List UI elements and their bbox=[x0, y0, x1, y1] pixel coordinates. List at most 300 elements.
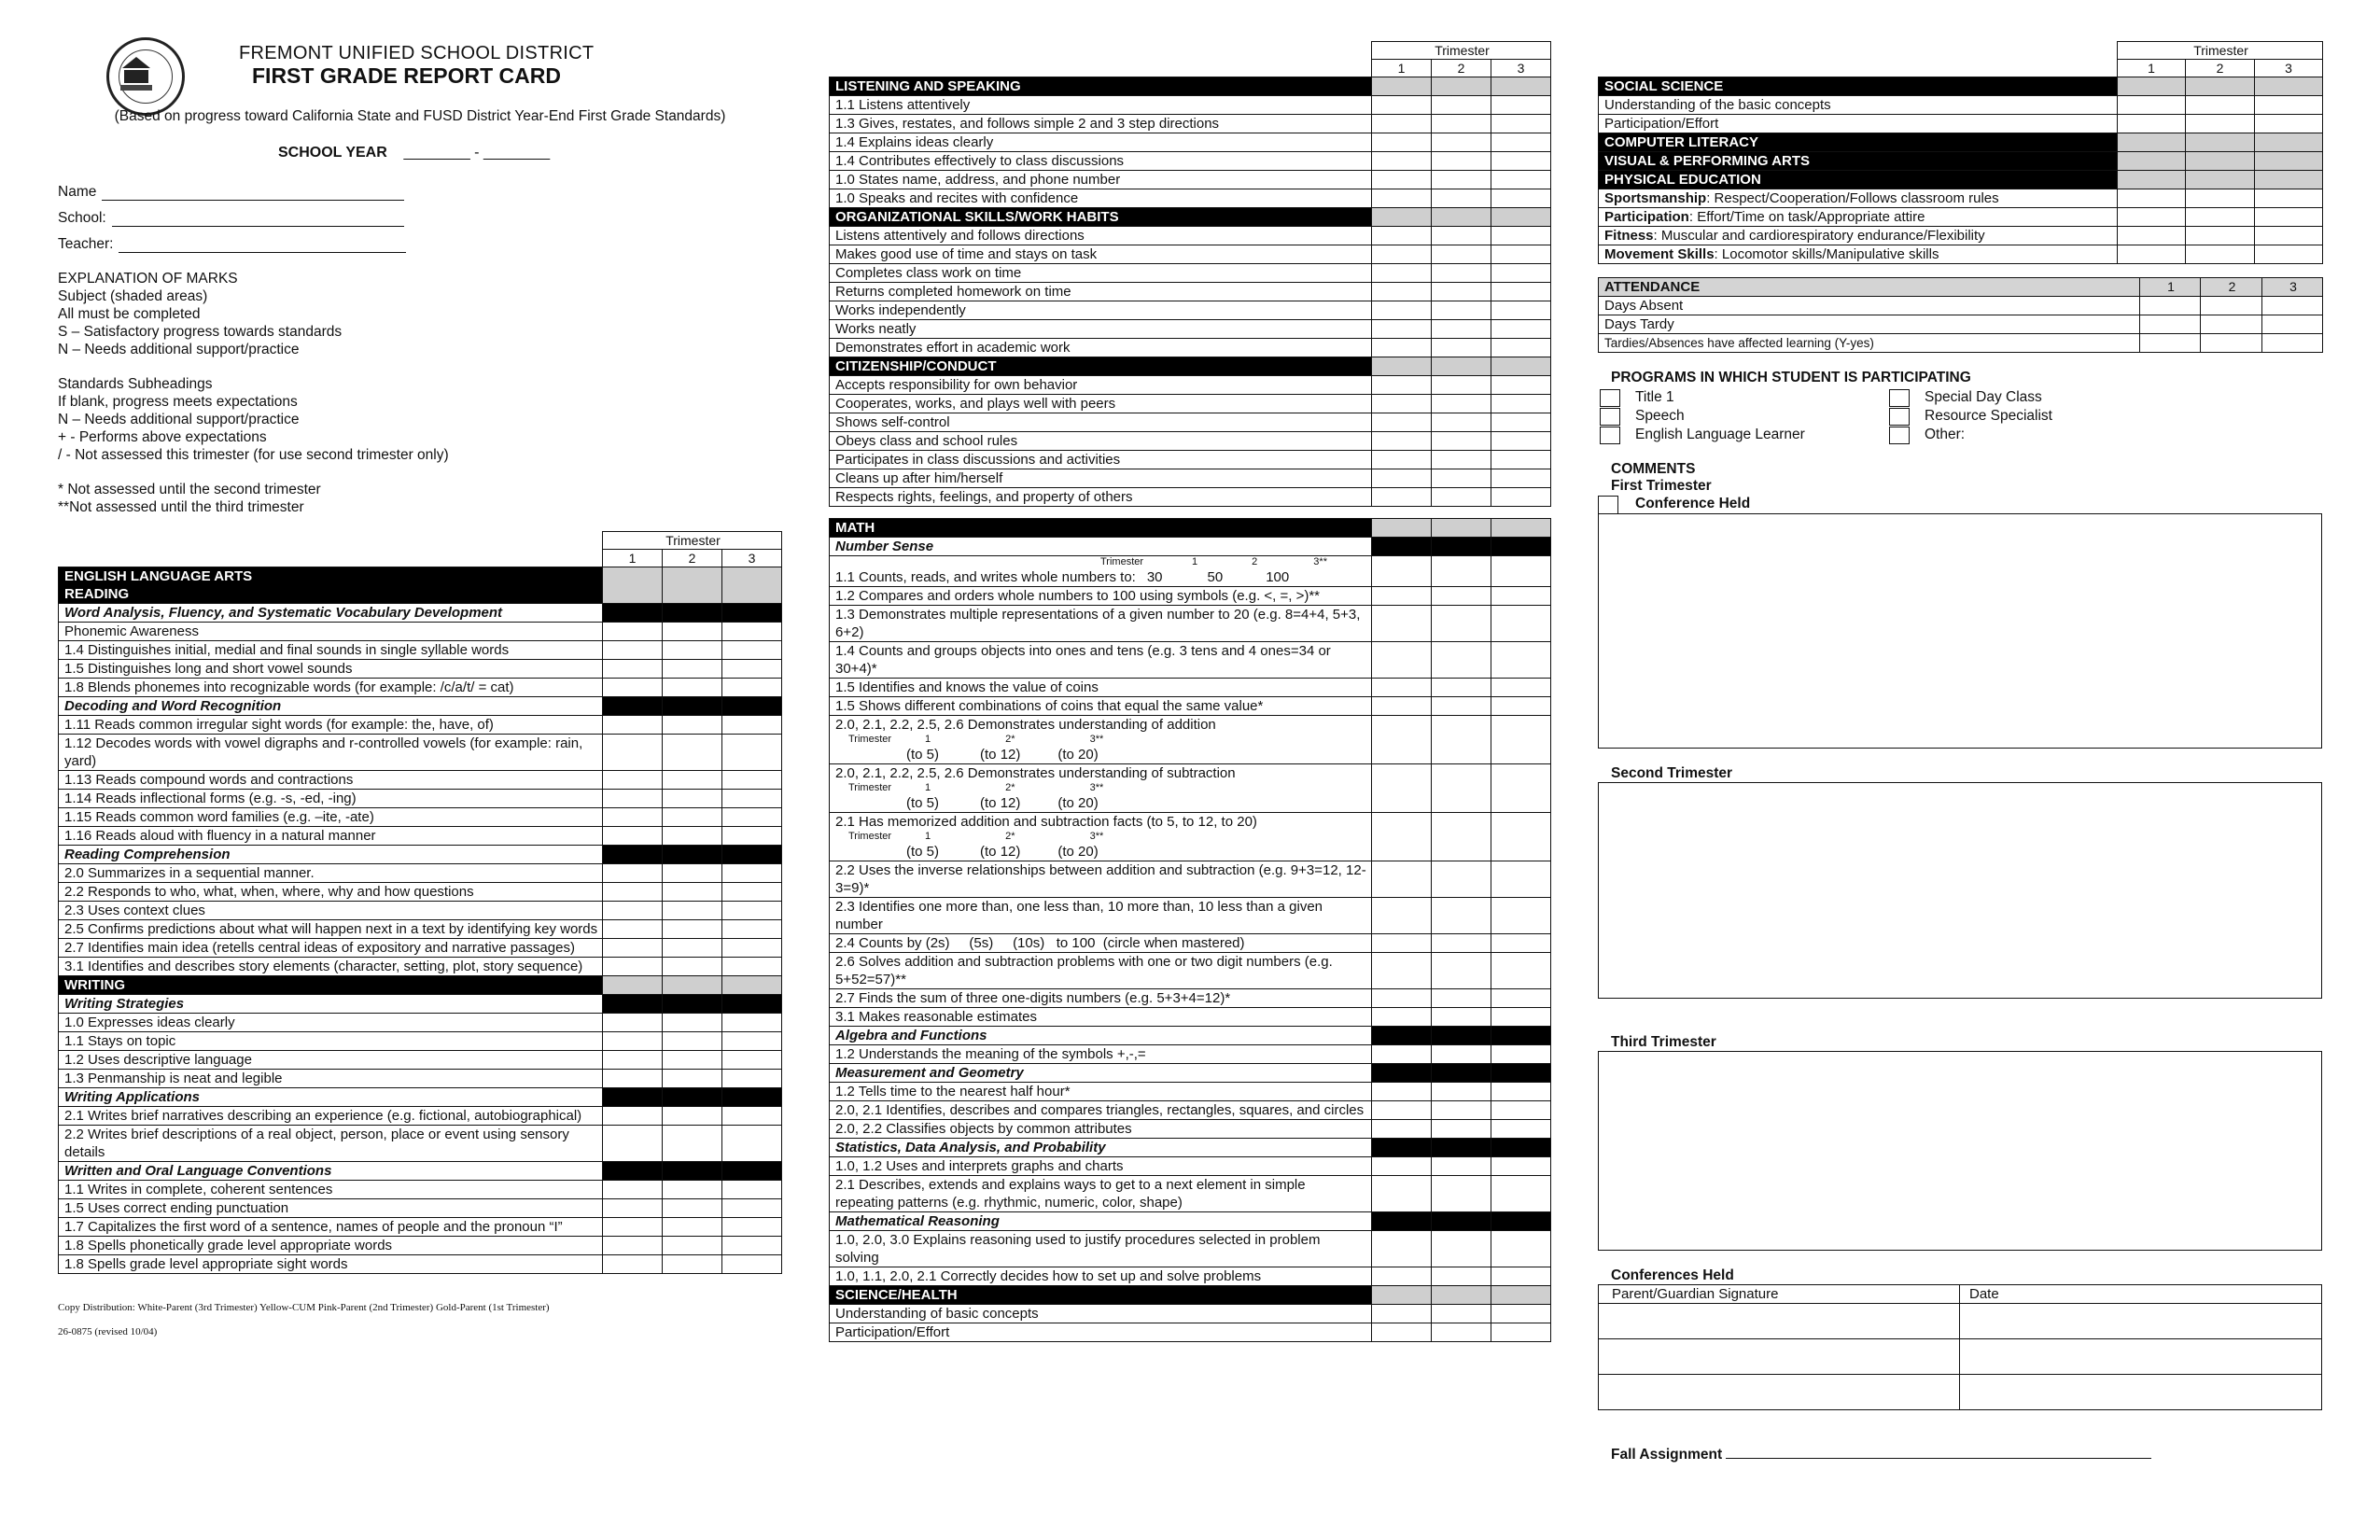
program-other[interactable]: Other: bbox=[1889, 426, 2169, 444]
grade-cell[interactable] bbox=[722, 1032, 782, 1051]
grade-cell[interactable] bbox=[722, 1051, 782, 1070]
grade-cell[interactable] bbox=[722, 771, 782, 790]
grade-row: 2.4 Counts by (2s) (5s) (10s) to 100 (circle when mastered) bbox=[830, 934, 1551, 953]
grade-cell[interactable] bbox=[1491, 115, 1551, 133]
grade-cell[interactable] bbox=[1432, 1120, 1491, 1139]
grade-cell[interactable] bbox=[1372, 283, 1432, 301]
grade-cell[interactable] bbox=[663, 902, 722, 920]
grade-cell[interactable] bbox=[1432, 432, 1491, 451]
conferences-held-label: Conferences Held bbox=[1611, 1267, 1734, 1283]
grade-cell[interactable] bbox=[603, 939, 663, 958]
grade-cell[interactable] bbox=[1432, 152, 1491, 171]
form-number: 26-0875 (revised 10/04) bbox=[58, 1326, 158, 1337]
checkbox-icon[interactable] bbox=[1598, 496, 1618, 513]
grade-cell[interactable] bbox=[722, 641, 782, 660]
grade-cell[interactable] bbox=[1432, 469, 1491, 488]
grade-row: 1.11 Reads common irregular sight words (for example: the, have, of) bbox=[59, 716, 782, 735]
grade-cell[interactable] bbox=[1491, 320, 1551, 339]
grade-cell[interactable] bbox=[1372, 813, 1432, 861]
grade-cell[interactable] bbox=[1432, 451, 1491, 469]
grade-cell[interactable] bbox=[1491, 1101, 1551, 1120]
grade-cell[interactable] bbox=[1491, 606, 1551, 642]
grade-cell[interactable] bbox=[2186, 96, 2255, 115]
grade-row: 2.0, 2.1, 2.2, 2.5, 2.6 Demonstrates understanding of subtraction Trimester 1 2* 3** (to 5) (to 12) (to 20) bbox=[830, 764, 1551, 813]
grade-cell[interactable] bbox=[1372, 861, 1432, 898]
grade-cell[interactable] bbox=[603, 641, 663, 660]
grade-cell[interactable] bbox=[722, 902, 782, 920]
ela-section: ENGLISH LANGUAGE ARTS READING bbox=[59, 567, 782, 604]
fall-assignment[interactable]: Fall Assignment bbox=[1598, 1446, 2322, 1463]
grade-row: 1.4 Contributes effectively to class discussions bbox=[830, 152, 1551, 171]
grade-cell[interactable] bbox=[1432, 1008, 1491, 1027]
grade-cell[interactable] bbox=[1372, 989, 1432, 1008]
grade-cell[interactable] bbox=[1372, 264, 1432, 283]
grade-cell[interactable] bbox=[603, 958, 663, 976]
grade-cell[interactable] bbox=[1491, 764, 1551, 813]
grade-row: 1.2 Understands the meaning of the symbols +,-,= bbox=[830, 1045, 1551, 1064]
grade-cell[interactable] bbox=[603, 920, 663, 939]
checkbox-icon[interactable] bbox=[1600, 427, 1620, 444]
grade-cell[interactable] bbox=[1372, 227, 1432, 245]
school-year-blank[interactable]: ________ - ________ bbox=[403, 145, 551, 161]
grade-cell[interactable] bbox=[1432, 989, 1491, 1008]
grade-cell[interactable] bbox=[1491, 1157, 1551, 1176]
grade-row: Movement Skills: Locomotor skills/Manipulative skills bbox=[1599, 245, 2323, 264]
grade-cell[interactable] bbox=[1432, 264, 1491, 283]
grade-cell[interactable] bbox=[722, 660, 782, 679]
grade-cell[interactable] bbox=[1491, 245, 1551, 264]
grade-row: Trimester 1 2 3** 1.1 Counts, reads, and writes whole numbers to: 30 50 100 bbox=[830, 556, 1551, 587]
grade-cell[interactable] bbox=[1491, 898, 1551, 934]
grade-cell[interactable] bbox=[603, 1107, 663, 1126]
grade-cell[interactable] bbox=[1372, 133, 1432, 152]
grade-row: Demonstrates effort in academic work bbox=[830, 339, 1551, 357]
grade-cell[interactable] bbox=[1491, 679, 1551, 697]
grade-row: 1.7 Capitalizes the first word of a sentence, names of people and the pronoun “I” bbox=[59, 1218, 782, 1237]
grade-row: Phonemic Awareness bbox=[59, 623, 782, 641]
grade-cell[interactable] bbox=[663, 660, 722, 679]
grade-cell[interactable] bbox=[1432, 488, 1491, 507]
grade-cell[interactable] bbox=[1372, 1267, 1432, 1286]
checkbox-icon[interactable] bbox=[1889, 427, 1910, 444]
program-speech[interactable]: Speech bbox=[1600, 407, 1889, 426]
grade-cell[interactable] bbox=[1491, 301, 1551, 320]
program-title1[interactable]: Title 1 bbox=[1600, 388, 1889, 407]
grade-cell[interactable] bbox=[722, 1181, 782, 1199]
grade-cell[interactable] bbox=[1372, 716, 1432, 764]
grade-cell[interactable] bbox=[603, 716, 663, 735]
grade-cell[interactable] bbox=[1491, 1323, 1551, 1342]
grade-cell[interactable] bbox=[1491, 432, 1551, 451]
grade-cell[interactable] bbox=[1491, 413, 1551, 432]
grade-cell[interactable] bbox=[1432, 813, 1491, 861]
grade-row: 2.7 Identifies main idea (retells central ideas of expository and narrative passages) bbox=[59, 939, 782, 958]
grade-cell[interactable] bbox=[1372, 1305, 1432, 1323]
grade-cell[interactable] bbox=[1372, 697, 1432, 716]
grade-cell[interactable] bbox=[1432, 1157, 1491, 1176]
grade-cell[interactable] bbox=[663, 864, 722, 883]
grade-cell[interactable] bbox=[603, 1032, 663, 1051]
grade-cell[interactable] bbox=[1372, 1231, 1432, 1267]
grade-cell[interactable] bbox=[2255, 227, 2323, 245]
grade-cell[interactable] bbox=[722, 958, 782, 976]
grade-cell[interactable] bbox=[1372, 642, 1432, 679]
grade-cell[interactable] bbox=[1372, 152, 1432, 171]
grade-cell[interactable] bbox=[1491, 133, 1551, 152]
grade-cell[interactable] bbox=[722, 1126, 782, 1162]
grade-cell[interactable] bbox=[1372, 432, 1432, 451]
grade-cell[interactable] bbox=[603, 735, 663, 771]
grade-cell[interactable] bbox=[1372, 395, 1432, 413]
grade-cell[interactable] bbox=[663, 1199, 722, 1218]
grade-cell[interactable] bbox=[1432, 320, 1491, 339]
grade-cell[interactable] bbox=[663, 790, 722, 808]
grade-cell[interactable] bbox=[2255, 96, 2323, 115]
grade-cell[interactable] bbox=[663, 1070, 722, 1088]
first-trimester-comments[interactable] bbox=[1598, 513, 2322, 749]
grade-cell[interactable] bbox=[663, 1107, 722, 1126]
grade-cell[interactable] bbox=[1491, 1008, 1551, 1027]
grade-cell[interactable] bbox=[722, 679, 782, 697]
grade-cell[interactable] bbox=[1372, 1045, 1432, 1064]
grade-cell[interactable] bbox=[1491, 469, 1551, 488]
grade-cell[interactable] bbox=[1372, 469, 1432, 488]
grade-cell[interactable] bbox=[1432, 764, 1491, 813]
grade-cell[interactable] bbox=[1372, 898, 1432, 934]
grade-cell[interactable] bbox=[1491, 934, 1551, 953]
grade-cell[interactable] bbox=[2255, 208, 2323, 227]
grade-cell[interactable] bbox=[722, 735, 782, 771]
grade-cell[interactable] bbox=[603, 1126, 663, 1162]
grade-cell[interactable] bbox=[603, 660, 663, 679]
grade-cell[interactable] bbox=[1372, 1008, 1432, 1027]
grade-cell[interactable] bbox=[1432, 642, 1491, 679]
teacher-field[interactable]: Teacher: bbox=[58, 227, 782, 253]
comments-title: COMMENTS bbox=[1611, 461, 1696, 477]
grade-row: Understanding of basic concepts bbox=[830, 1305, 1551, 1323]
grade-cell[interactable] bbox=[1372, 953, 1432, 989]
grade-cell[interactable] bbox=[722, 864, 782, 883]
grade-cell[interactable] bbox=[722, 883, 782, 902]
grade-cell[interactable] bbox=[2255, 245, 2323, 264]
grade-cell[interactable] bbox=[1372, 376, 1432, 395]
grade-cell[interactable] bbox=[722, 1255, 782, 1274]
grade-cell[interactable] bbox=[2186, 189, 2255, 208]
grade-cell[interactable] bbox=[2186, 115, 2255, 133]
grade-cell[interactable] bbox=[1432, 1305, 1491, 1323]
grade-row: 1.3 Demonstrates multiple representations of a given number to 20 (e.g. 8=4+4, 5+3, 6+2) bbox=[830, 606, 1551, 642]
grade-cell[interactable] bbox=[1432, 679, 1491, 697]
grade-cell[interactable] bbox=[722, 716, 782, 735]
grade-cell[interactable] bbox=[1372, 488, 1432, 507]
grade-cell[interactable] bbox=[663, 808, 722, 827]
grade-cell[interactable] bbox=[1372, 1323, 1432, 1342]
grade-cell[interactable] bbox=[722, 1107, 782, 1126]
grade-cell[interactable] bbox=[2118, 115, 2186, 133]
grade-cell[interactable] bbox=[722, 1014, 782, 1032]
program-resource[interactable]: Resource Specialist bbox=[1889, 407, 2169, 426]
grade-row: 1.3 Gives, restates, and follows simple 2 and 3 step directions bbox=[830, 115, 1551, 133]
grade-cell[interactable] bbox=[1432, 587, 1491, 606]
grade-cell[interactable] bbox=[663, 716, 722, 735]
grade-cell[interactable] bbox=[1491, 1176, 1551, 1212]
grade-cell[interactable] bbox=[663, 1032, 722, 1051]
grade-cell[interactable] bbox=[1372, 189, 1432, 208]
grade-cell[interactable] bbox=[2118, 245, 2186, 264]
grade-cell[interactable] bbox=[1432, 898, 1491, 934]
grade-cell[interactable] bbox=[1491, 152, 1551, 171]
grade-cell[interactable] bbox=[1491, 488, 1551, 507]
checkbox-icon[interactable] bbox=[1600, 408, 1620, 426]
grade-cell[interactable] bbox=[603, 1255, 663, 1274]
number-sense-subhead: Number Sense bbox=[830, 538, 1551, 556]
grade-cell[interactable] bbox=[1432, 1101, 1491, 1120]
grade-row: Shows self-control bbox=[830, 413, 1551, 432]
grade-cell[interactable] bbox=[1432, 716, 1491, 764]
grade-cell[interactable] bbox=[1372, 1120, 1432, 1139]
grade-cell[interactable] bbox=[1491, 861, 1551, 898]
grade-cell[interactable] bbox=[663, 883, 722, 902]
grade-row: 3.1 Identifies and describes story elements (character, setting, plot, story sequence) bbox=[59, 958, 782, 976]
grade-cell[interactable] bbox=[663, 679, 722, 697]
grade-cell[interactable] bbox=[2186, 227, 2255, 245]
writing-applications-subhead: Writing Applications bbox=[59, 1088, 782, 1107]
grade-cell[interactable] bbox=[603, 808, 663, 827]
grade-cell[interactable] bbox=[1491, 1120, 1551, 1139]
program-ell[interactable]: English Language Learner bbox=[1600, 426, 1889, 444]
grade-cell[interactable] bbox=[1372, 96, 1432, 115]
school-field[interactable]: School: bbox=[58, 201, 782, 227]
grade-cell[interactable] bbox=[722, 920, 782, 939]
grade-cell[interactable] bbox=[603, 827, 663, 846]
grade-cell[interactable] bbox=[663, 920, 722, 939]
grade-cell[interactable] bbox=[722, 790, 782, 808]
grade-cell[interactable] bbox=[1372, 301, 1432, 320]
grade-cell[interactable] bbox=[1432, 171, 1491, 189]
grade-cell[interactable] bbox=[663, 771, 722, 790]
grade-cell[interactable] bbox=[722, 939, 782, 958]
grade-cell[interactable] bbox=[603, 771, 663, 790]
grade-cell[interactable] bbox=[1491, 1231, 1551, 1267]
grade-cell[interactable] bbox=[1432, 1045, 1491, 1064]
grade-cell[interactable] bbox=[1432, 413, 1491, 432]
grade-cell[interactable] bbox=[1372, 115, 1432, 133]
grade-cell[interactable] bbox=[1372, 1083, 1432, 1101]
grade-cell[interactable] bbox=[1491, 395, 1551, 413]
grade-row: 2.1 Describes, extends and explains ways to get to a next element in simple repeating patterns (e.g. rhythmic, numeric, color, shape) bbox=[830, 1176, 1551, 1212]
programs-section: PROGRAMS IN WHICH STUDENT IS PARTICIPATING Title 1 Speech English Language Learner Special Day Class Resource Specialist Other: bbox=[1598, 370, 2322, 444]
grade-row: 1.1 Listens attentively bbox=[830, 96, 1551, 115]
grade-cell[interactable] bbox=[1491, 1305, 1551, 1323]
grade-cell[interactable] bbox=[1432, 1083, 1491, 1101]
grade-cell[interactable] bbox=[663, 735, 722, 771]
grade-cell[interactable] bbox=[1491, 642, 1551, 679]
grade-row: 2.0 Summarizes in a sequential manner. bbox=[59, 864, 782, 883]
grade-cell[interactable] bbox=[603, 1237, 663, 1255]
grade-cell[interactable] bbox=[663, 1218, 722, 1237]
grade-cell[interactable] bbox=[722, 1070, 782, 1088]
conventions-subhead: Written and Oral Language Conventions bbox=[59, 1162, 782, 1181]
grade-cell[interactable] bbox=[1491, 953, 1551, 989]
grade-cell[interactable] bbox=[1372, 934, 1432, 953]
grade-cell[interactable] bbox=[1432, 395, 1491, 413]
based-on-note: (Based on progress toward California State and FUSD District Year-End First Grade Standards) bbox=[114, 108, 726, 124]
grade-cell[interactable] bbox=[1432, 115, 1491, 133]
checkbox-icon[interactable] bbox=[1889, 408, 1910, 426]
grade-cell[interactable] bbox=[663, 1051, 722, 1070]
grade-cell[interactable] bbox=[1372, 679, 1432, 697]
grade-cell[interactable] bbox=[2255, 189, 2323, 208]
grade-cell[interactable] bbox=[663, 1237, 722, 1255]
second-trimester-comments[interactable] bbox=[1598, 782, 2322, 999]
grade-cell[interactable] bbox=[1372, 1101, 1432, 1120]
word-analysis-subhead: Word Analysis, Fluency, and Systematic Vocabulary Development bbox=[59, 604, 782, 623]
grade-cell[interactable] bbox=[1432, 301, 1491, 320]
grade-cell[interactable] bbox=[1491, 1045, 1551, 1064]
name-field[interactable]: Name bbox=[58, 175, 782, 201]
grade-cell[interactable] bbox=[1432, 556, 1491, 587]
grade-cell[interactable] bbox=[1491, 813, 1551, 861]
grade-cell[interactable] bbox=[663, 1181, 722, 1199]
grade-cell[interactable] bbox=[1491, 451, 1551, 469]
grade-cell[interactable] bbox=[1372, 1157, 1432, 1176]
grade-cell[interactable] bbox=[663, 1255, 722, 1274]
grade-cell[interactable] bbox=[722, 827, 782, 846]
grade-cell[interactable] bbox=[603, 1014, 663, 1032]
vpa-section: VISUAL & PERFORMING ARTS bbox=[1599, 152, 2323, 171]
grade-cell[interactable] bbox=[1372, 606, 1432, 642]
grade-row: 1.4 Explains ideas clearly bbox=[830, 133, 1551, 152]
grade-cell[interactable] bbox=[1372, 413, 1432, 432]
grade-cell[interactable] bbox=[1432, 1176, 1491, 1212]
grade-cell[interactable] bbox=[1432, 1323, 1491, 1342]
grade-cell[interactable] bbox=[1432, 227, 1491, 245]
explanation-of-marks: EXPLANATION OF MARKS Subject (shaded areas) All must be completed S – Satisfactory progress towards standards N – Needs additional support/practice Standards Subheadings If blank, progress meets expectations N – Needs additional support/practice + - Performs above expectations / - Not assessed this trimester (for use second trimester only) * Not assessed until the second trimester **Not assessed until the third trimester bbox=[58, 271, 449, 515]
grade-cell[interactable] bbox=[1432, 245, 1491, 264]
grade-row: 2.1 Writes brief narratives describing an experience (e.g. fictional, autobiographical) bbox=[59, 1107, 782, 1126]
grade-cell[interactable] bbox=[1491, 264, 1551, 283]
grade-cell[interactable] bbox=[2255, 115, 2323, 133]
grade-cell[interactable] bbox=[1432, 133, 1491, 152]
grade-cell[interactable] bbox=[603, 883, 663, 902]
social-pe-table: Trimester 1 2 3 SOCIAL SCIENCE Understanding of the basic concepts Participation/Effort COMPUTER LITERACY VISUAL & PERFORMING ARTS PHYSICAL EDUCATION Sportsmanship: Respect/Cooperation/Follows classroom rules Participation: Effort/Time on task/Appropriate attire Fitness: Muscular and cardiorespiratory endurance/Flexibility Movement Skills: Locomotor skills/Manipulative skills bbox=[1598, 41, 2323, 264]
grade-cell[interactable] bbox=[1491, 989, 1551, 1008]
grade-cell[interactable] bbox=[1372, 339, 1432, 357]
grade-cell[interactable] bbox=[1491, 1083, 1551, 1101]
grade-cell[interactable] bbox=[1491, 171, 1551, 189]
grade-cell[interactable] bbox=[1491, 716, 1551, 764]
grade-cell[interactable] bbox=[1432, 339, 1491, 357]
grade-cell[interactable] bbox=[1491, 189, 1551, 208]
grade-cell[interactable] bbox=[603, 679, 663, 697]
grade-row: 2.2 Uses the inverse relationships between addition and subtraction (e.g. 9+3=12, 12-3=9)* bbox=[830, 861, 1551, 898]
grade-cell[interactable] bbox=[603, 1199, 663, 1218]
grade-cell[interactable] bbox=[603, 864, 663, 883]
grade-cell[interactable] bbox=[1432, 1267, 1491, 1286]
checkbox-icon[interactable] bbox=[1600, 389, 1620, 407]
grade-row: Respects rights, feelings, and property of others bbox=[830, 488, 1551, 507]
grade-cell[interactable] bbox=[1491, 96, 1551, 115]
grade-cell[interactable] bbox=[1432, 606, 1491, 642]
grade-cell[interactable] bbox=[722, 1199, 782, 1218]
grade-row: 1.3 Penmanship is neat and legible bbox=[59, 1070, 782, 1088]
grade-cell[interactable] bbox=[2118, 227, 2186, 245]
grade-row: 1.8 Blends phonemes into recognizable words (for example: /c/a/t/ = cat) bbox=[59, 679, 782, 697]
grade-cell[interactable] bbox=[1432, 189, 1491, 208]
grade-cell[interactable] bbox=[1432, 96, 1491, 115]
grade-cell[interactable] bbox=[1491, 227, 1551, 245]
grade-cell[interactable] bbox=[1491, 587, 1551, 606]
grade-cell[interactable] bbox=[1432, 861, 1491, 898]
grade-row: 1.5 Identifies and knows the value of coins bbox=[830, 679, 1551, 697]
grade-cell[interactable] bbox=[1432, 1231, 1491, 1267]
grade-cell[interactable] bbox=[1491, 283, 1551, 301]
grade-cell[interactable] bbox=[1372, 245, 1432, 264]
grade-cell[interactable] bbox=[1372, 1176, 1432, 1212]
grade-cell[interactable] bbox=[2118, 208, 2186, 227]
grade-cell[interactable] bbox=[603, 1070, 663, 1088]
grade-cell[interactable] bbox=[1432, 953, 1491, 989]
grade-cell[interactable] bbox=[722, 1237, 782, 1255]
grade-cell[interactable] bbox=[1491, 339, 1551, 357]
grade-cell[interactable] bbox=[1372, 764, 1432, 813]
grade-cell[interactable] bbox=[1491, 556, 1551, 587]
grade-row: Works neatly bbox=[830, 320, 1551, 339]
grade-cell[interactable] bbox=[2186, 245, 2255, 264]
grade-cell[interactable] bbox=[2118, 96, 2186, 115]
grade-cell[interactable] bbox=[1491, 697, 1551, 716]
third-trimester-comments[interactable] bbox=[1598, 1051, 2322, 1251]
grade-cell[interactable] bbox=[1372, 451, 1432, 469]
grade-cell[interactable] bbox=[1372, 587, 1432, 606]
grade-row: 1.0, 2.0, 3.0 Explains reasoning used to justify procedures selected in problem solving bbox=[830, 1231, 1551, 1267]
attendance-header: ATTENDANCE 1 2 3 bbox=[1599, 278, 2323, 297]
grade-cell[interactable] bbox=[1372, 556, 1432, 587]
grade-cell[interactable] bbox=[663, 1014, 722, 1032]
grade-row: 2.0, 2.1 Identifies, describes and compares triangles, rectangles, squares, and circles bbox=[830, 1101, 1551, 1120]
grade-cell[interactable] bbox=[663, 641, 722, 660]
grade-cell[interactable] bbox=[1432, 376, 1491, 395]
conference-held[interactable]: Conference Held bbox=[1598, 495, 2322, 513]
grade-cell[interactable] bbox=[1432, 697, 1491, 716]
grade-cell[interactable] bbox=[1432, 283, 1491, 301]
grade-row: Works independently bbox=[830, 301, 1551, 320]
grade-cell[interactable] bbox=[2186, 208, 2255, 227]
grade-cell[interactable] bbox=[663, 958, 722, 976]
grade-cell[interactable] bbox=[603, 902, 663, 920]
grade-cell[interactable] bbox=[1491, 376, 1551, 395]
grade-cell[interactable] bbox=[722, 808, 782, 827]
grade-cell[interactable] bbox=[603, 1051, 663, 1070]
grade-cell[interactable] bbox=[603, 1218, 663, 1237]
grade-cell[interactable] bbox=[1491, 1267, 1551, 1286]
grade-cell[interactable] bbox=[1432, 934, 1491, 953]
grade-cell[interactable] bbox=[663, 939, 722, 958]
grade-cell[interactable] bbox=[722, 1218, 782, 1237]
grade-cell[interactable] bbox=[2118, 189, 2186, 208]
grade-cell[interactable] bbox=[603, 1181, 663, 1199]
grade-cell[interactable] bbox=[1372, 171, 1432, 189]
grade-cell[interactable] bbox=[603, 790, 663, 808]
checkbox-icon[interactable] bbox=[1889, 389, 1910, 407]
grade-cell[interactable] bbox=[1372, 320, 1432, 339]
program-sdc[interactable]: Special Day Class bbox=[1889, 388, 2169, 407]
grade-cell[interactable] bbox=[663, 827, 722, 846]
grade-cell[interactable] bbox=[663, 1126, 722, 1162]
measurement-subhead: Measurement and Geometry bbox=[830, 1064, 1551, 1083]
grade-row: Accepts responsibility for own behavior bbox=[830, 376, 1551, 395]
grade-row: Completes class work on time bbox=[830, 264, 1551, 283]
